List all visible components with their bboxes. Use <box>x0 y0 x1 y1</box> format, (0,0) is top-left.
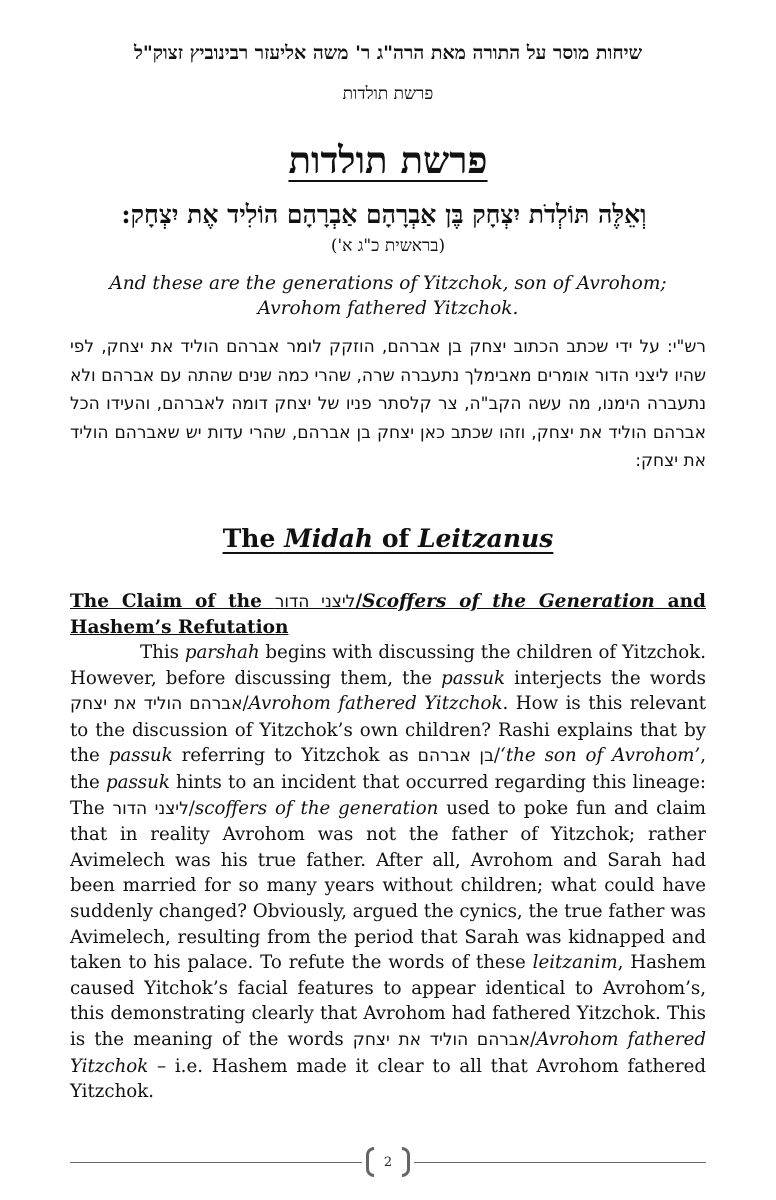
hebrew-inline: ליצני הדור <box>112 798 189 819</box>
text-run-italic: Avrohom fathered Yitzchok <box>70 1028 706 1077</box>
page-number: 2 <box>383 1154 393 1170</box>
text-run-italic: ‘the son of Avrohom’ <box>500 745 701 767</box>
verse-translation <box>80 271 696 321</box>
text-run: This <box>140 642 185 663</box>
text-run-italic: passuk <box>105 771 170 793</box>
section-title-italic: Leitzanus <box>417 524 554 553</box>
body-paragraph <box>70 640 706 1105</box>
footer-divider-right <box>414 1162 706 1163</box>
page-number-frame <box>362 1147 414 1177</box>
text-run: / <box>493 745 501 767</box>
paragraph <box>70 640 706 1105</box>
text-run: hints to an incident that occurred regarding this lineage: The <box>70 771 707 819</box>
bracket-left-ornament <box>366 1147 374 1177</box>
translation-line-1: And these are the generations of Yitzchok, son of Avrohom; <box>109 273 667 294</box>
verse-hebrew: וְאֵלֶּה תּוֹלְדֹת יִצְחָק בֶּן אַבְרָהָם אַבְרָהָם הוֹלִיד אֶת יִצְחָק: <box>121 200 647 229</box>
text-run: interjects the words <box>505 667 706 689</box>
hebrew-inline: אברהם הוליד את יצחק <box>352 1029 531 1050</box>
text-run-italic: leitzanim <box>532 952 618 974</box>
text-run: , Hashem caused Yitchok’s facial features to appear identical to Avrohom’s, this demonstrating clearly that Avrohom had fathered Yitzchok. This is the meaning of the words <box>70 952 707 1050</box>
page-title-text: פרשת תולדות <box>288 138 488 182</box>
sub-heading <box>70 589 706 641</box>
hebrew-inline: בן אברהם <box>417 746 494 767</box>
sub-heading-text <box>70 591 706 638</box>
running-header-title: שיחות מוסר על התורה מאת הרה"ג ר' משה אליעזר רבינוביץ זצוק"ל <box>133 42 643 64</box>
text-run: – i.e. Hashem made it clear to all that Avrohom fathered Yitzchok. <box>70 1055 706 1103</box>
sub-heading-part: and Hashem’s Refutation <box>70 591 706 638</box>
sub-heading-part: / <box>355 591 363 612</box>
text-run: / <box>530 1028 537 1050</box>
section-title-text <box>223 524 554 553</box>
sub-heading-hebrew: ליצני הדור <box>274 592 356 612</box>
section-title-part: The <box>222 524 285 553</box>
text-run-italic: scoffers of the generation <box>194 797 439 819</box>
text-run-italic: parshah <box>184 642 260 663</box>
text-run: / <box>188 797 195 819</box>
text-run-italic: Avrohom fathered Yitzchok <box>248 693 503 715</box>
bracket-right-ornament <box>402 1147 410 1177</box>
section-title-part: of <box>373 524 418 553</box>
text-run: , the <box>70 745 706 793</box>
text-run: / <box>242 693 249 715</box>
running-header-parsha: פרשת תולדות <box>342 84 434 104</box>
translation-line-2: Avrohom fathered Yitzchok. <box>257 298 519 319</box>
page-title <box>60 138 716 183</box>
text-run: begins with discussing the children of Yitzchok. However, before discussing them, the <box>70 642 706 689</box>
sub-heading-part: The Claim of the <box>70 591 275 612</box>
section-title-italic: Midah <box>284 524 374 553</box>
text-run-italic: passuk <box>108 745 173 767</box>
hebrew-inline: אברהם הוליד את יצחק <box>70 694 243 715</box>
footer-divider-left <box>70 1162 362 1163</box>
text-run: used to poke fun and claim that in reality Avrohom was not the father of Yitzchok; rather Avimelech was his true father. After all, Avrohom and Sarah had been married for so many years without children; what could have suddenly changed? Obviously, argued the cynics, the true father was Avimelech, resulting from the period that Sarah was kidnapped and taken to his palace. To refute the words of these <box>70 797 707 974</box>
text-run-italic: passuk <box>441 667 506 689</box>
verse-source: (בראשית כ"ג א') <box>330 236 446 256</box>
text-run: referring to Yitzchok as <box>172 745 418 767</box>
text-run: . How is this relevant to the discussion of Yitzchok’s own children? Rashi explains that by the <box>70 693 707 767</box>
sub-heading-italic: Scoffers of the Generation <box>362 591 655 612</box>
rashi-commentary: רש"י: על ידי שכתב הכתוב יצחק בן אברהם, הוזקק לומר אברהם הוליד את יצחק, לפי שהיו ליצני הדור אומרים מאבימלך נתעברה שרה, שהרי כמה שנים שהתה עם אברהם ולא נתעברה הימנו, מה עשה הקב"ה, צר קלסתר פניו של יצחק דומה לאברהם, והעידו הכל אברהם הוליד את יצחק, וזהו שכתב כאן יצחק בן אברהם, שהרי עדות יש שאברהם הוליד את יצחק: <box>70 337 706 471</box>
section-title <box>60 524 716 553</box>
